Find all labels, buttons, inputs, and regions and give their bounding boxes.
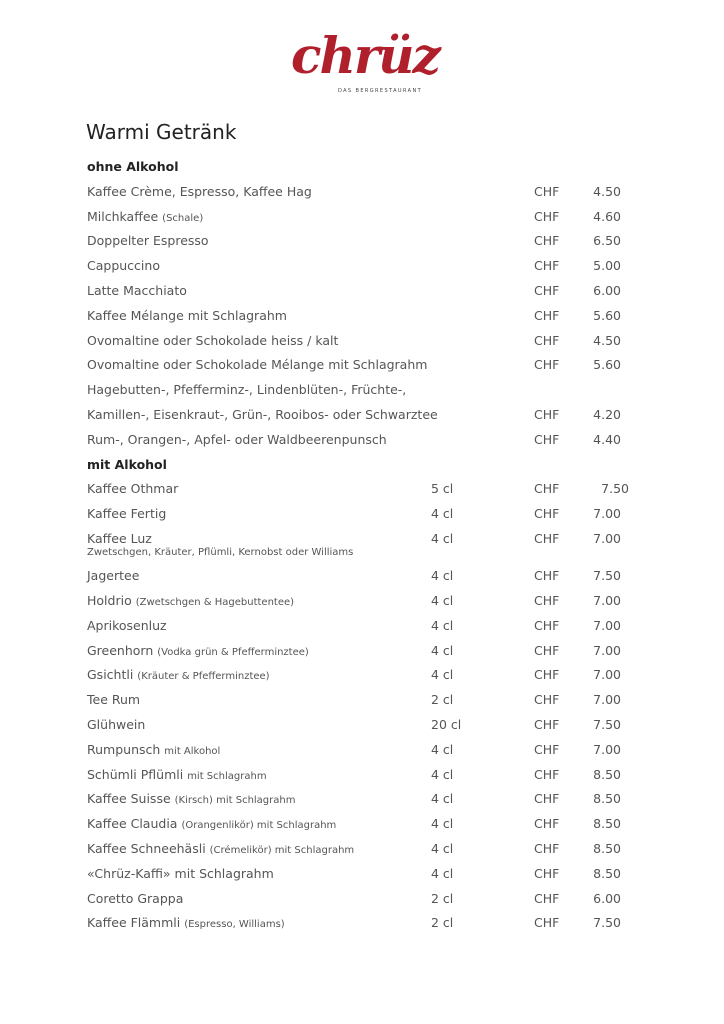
item-price: 6.00: [593, 282, 621, 298]
item-description: (Schale): [162, 212, 204, 224]
item-price: 4.40: [593, 431, 621, 447]
item-currency: CHF: [534, 717, 560, 733]
item-price: 7.50: [601, 481, 629, 497]
menu-item: [87, 180, 647, 205]
menu-item: [87, 229, 647, 254]
section-heading: mit Alkohol: [87, 456, 167, 472]
item-description: (Crémelikör) mit Schlagrahm: [209, 845, 355, 857]
item-name: Kaffee Crème, Espresso, Kaffee Hag: [87, 183, 312, 199]
item-currency: CHF: [534, 357, 560, 373]
item-name: Greenhorn: [87, 642, 158, 658]
menu-item: [87, 887, 647, 912]
menu-item: [87, 862, 647, 887]
item-currency: CHF: [534, 481, 560, 497]
item-name: Kaffee Mélange mit Schlagrahm: [87, 307, 287, 323]
menu-item: [87, 378, 647, 403]
item-price: 7.00: [593, 593, 621, 609]
menu-item: [87, 403, 647, 428]
item-note: Zwetschgen, Kräuter, Pflümli, Kernobst oder Williams: [87, 546, 354, 558]
item-description: (Vodka grün & Pfefferminztee): [157, 646, 309, 658]
item-name: Gsichtli: [87, 667, 138, 683]
item-volume: 4 cl: [431, 593, 454, 609]
menu-item: [87, 527, 647, 552]
item-price: 8.50: [593, 816, 621, 832]
menu-list: [87, 155, 647, 936]
item-volume: 4 cl: [431, 642, 454, 658]
item-currency: CHF: [534, 183, 560, 199]
item-currency: CHF: [534, 741, 560, 757]
item-price: 7.50: [593, 717, 621, 733]
section-heading: ohne Alkohol: [87, 159, 179, 174]
item-currency: CHF: [534, 431, 560, 447]
item-name: Holdrio: [87, 593, 136, 609]
item-name: Rumpunsch: [87, 741, 165, 757]
item-volume: 4 cl: [431, 506, 454, 522]
item-name: Doppelter Espresso: [87, 233, 209, 249]
item-price: 7.00: [593, 506, 621, 522]
item-name: Kaffee Suisse: [87, 791, 175, 807]
item-volume: 4 cl: [431, 865, 454, 881]
item-description: (Espresso, Williams): [184, 919, 285, 931]
item-price: 5.00: [593, 258, 621, 274]
item-price: 7.00: [593, 692, 621, 708]
item-volume: 2 cl: [431, 915, 454, 931]
item-volume: 4 cl: [431, 617, 454, 633]
item-price: 4.60: [593, 208, 621, 224]
item-price: 4.20: [593, 406, 621, 422]
item-currency: CHF: [534, 841, 560, 857]
menu-item: [87, 738, 647, 763]
item-currency: CHF: [534, 766, 560, 782]
item-currency: CHF: [534, 208, 560, 224]
menu-item: [87, 688, 647, 713]
item-description: (Kirsch) mit Schlagrahm: [174, 795, 296, 807]
item-name: Jagertee: [87, 568, 140, 584]
item-name: Kaffee Fertig: [87, 506, 167, 522]
item-volume: 4 cl: [431, 667, 454, 683]
item-volume: 4 cl: [431, 841, 454, 857]
menu-item: [87, 837, 647, 862]
item-currency: CHF: [534, 890, 560, 906]
item-currency: CHF: [534, 332, 560, 348]
item-volume: 2 cl: [431, 692, 454, 708]
item-name: Glühwein: [87, 717, 146, 733]
item-name: Ovomaltine oder Schokolade heiss / kalt: [87, 332, 339, 348]
item-description: (Zwetschgen & Hagebuttentee): [135, 597, 295, 609]
menu-item: [87, 589, 647, 614]
item-volume: 4 cl: [431, 766, 454, 782]
item-price: 4.50: [593, 332, 621, 348]
item-name: Aprikosenluz: [87, 617, 167, 633]
item-volume: 2 cl: [431, 890, 454, 906]
logo-wordmark: chrüz: [291, 26, 439, 85]
item-price: 5.60: [593, 307, 621, 323]
item-price: 5.60: [593, 357, 621, 373]
menu-item: [87, 713, 647, 738]
item-description: (Orangenlikör) mit Schlagrahm: [181, 820, 337, 832]
item-currency: CHF: [534, 233, 560, 249]
item-price: 6.00: [593, 890, 621, 906]
item-description: (Kräuter & Pfefferminztee): [137, 671, 270, 683]
item-currency: CHF: [534, 667, 560, 683]
item-price: 7.50: [593, 568, 621, 584]
menu-item: [87, 787, 647, 812]
item-volume: 4 cl: [431, 791, 454, 807]
item-price: 7.00: [593, 667, 621, 683]
item-price: 8.50: [593, 766, 621, 782]
menu-item: [87, 614, 647, 639]
menu-item: [87, 304, 647, 329]
item-volume: 20 cl: [431, 717, 462, 733]
item-price: 8.50: [593, 841, 621, 857]
item-price: 4.50: [593, 183, 621, 199]
menu-item: [87, 477, 647, 502]
item-price: 7.00: [593, 530, 621, 546]
item-currency: CHF: [534, 865, 560, 881]
menu-item: [87, 763, 647, 788]
menu-item: [87, 564, 647, 589]
item-name: Kamillen-, Eisenkraut-, Grün-, Rooibos- oder Schwarztee: [87, 406, 438, 422]
item-currency: CHF: [534, 258, 560, 274]
restaurant-logo: [290, 26, 440, 101]
menu-item: [87, 205, 647, 230]
item-volume: 4 cl: [431, 741, 454, 757]
item-name: Schümli Pflümli: [87, 766, 188, 782]
item-description: mit Alkohol: [164, 745, 221, 757]
item-name: Kaffee Flämmli: [87, 915, 185, 931]
menu-item: [87, 353, 647, 378]
item-name: Latte Macchiato: [87, 282, 187, 298]
item-currency: CHF: [534, 915, 560, 931]
menu-item: [87, 663, 647, 688]
item-currency: CHF: [534, 617, 560, 633]
item-price: 7.00: [593, 617, 621, 633]
item-name: Kaffee Luz: [87, 530, 152, 546]
logo-tagline: DAS BERGRESTAURANT: [337, 88, 423, 94]
page-title: Warmi Getränk: [86, 120, 237, 144]
item-name: Kaffee Schneehäsli: [87, 841, 210, 857]
item-price: 8.50: [593, 865, 621, 881]
item-volume: 4 cl: [431, 568, 454, 584]
item-description: mit Schlagrahm: [187, 770, 267, 782]
menu-item: [87, 428, 647, 453]
item-currency: CHF: [534, 406, 560, 422]
item-currency: CHF: [534, 568, 560, 584]
item-volume: 4 cl: [431, 530, 454, 546]
item-name: Ovomaltine oder Schokolade Mélange mit Schlagrahm: [87, 357, 428, 373]
item-name: Tee Rum: [87, 692, 141, 708]
item-name: Hagebutten-, Pfefferminz-, Lindenblüten-, Früchte-,: [87, 382, 407, 398]
menu-item: [87, 812, 647, 837]
menu-item: [87, 329, 647, 354]
item-currency: CHF: [534, 816, 560, 832]
menu-item: [87, 254, 647, 279]
item-volume: 4 cl: [431, 816, 454, 832]
item-currency: CHF: [534, 642, 560, 658]
item-currency: CHF: [534, 530, 560, 546]
item-price: 8.50: [593, 791, 621, 807]
menu-item: [87, 639, 647, 664]
item-currency: CHF: [534, 791, 560, 807]
menu-item: [87, 911, 647, 936]
item-currency: CHF: [534, 307, 560, 323]
item-name: Coretto Grappa: [87, 890, 184, 906]
item-name: Kaffee Claudia: [87, 816, 182, 832]
item-price: 6.50: [593, 233, 621, 249]
menu-item: [87, 502, 647, 527]
item-name: Cappuccino: [87, 258, 160, 274]
item-name: Kaffee Othmar: [87, 481, 179, 497]
item-price: 7.50: [593, 915, 621, 931]
item-currency: CHF: [534, 282, 560, 298]
item-currency: CHF: [534, 692, 560, 708]
item-currency: CHF: [534, 593, 560, 609]
item-name: «Chrüz-Kaffi» mit Schlagrahm: [87, 865, 274, 881]
item-price: 7.00: [593, 642, 621, 658]
item-name: Milchkaffee: [87, 208, 163, 224]
menu-item: [87, 279, 647, 304]
item-name: Rum-, Orangen-, Apfel- oder Waldbeerenpunsch: [87, 431, 387, 447]
item-volume: 5 cl: [431, 481, 454, 497]
item-currency: CHF: [534, 506, 560, 522]
item-price: 7.00: [593, 741, 621, 757]
